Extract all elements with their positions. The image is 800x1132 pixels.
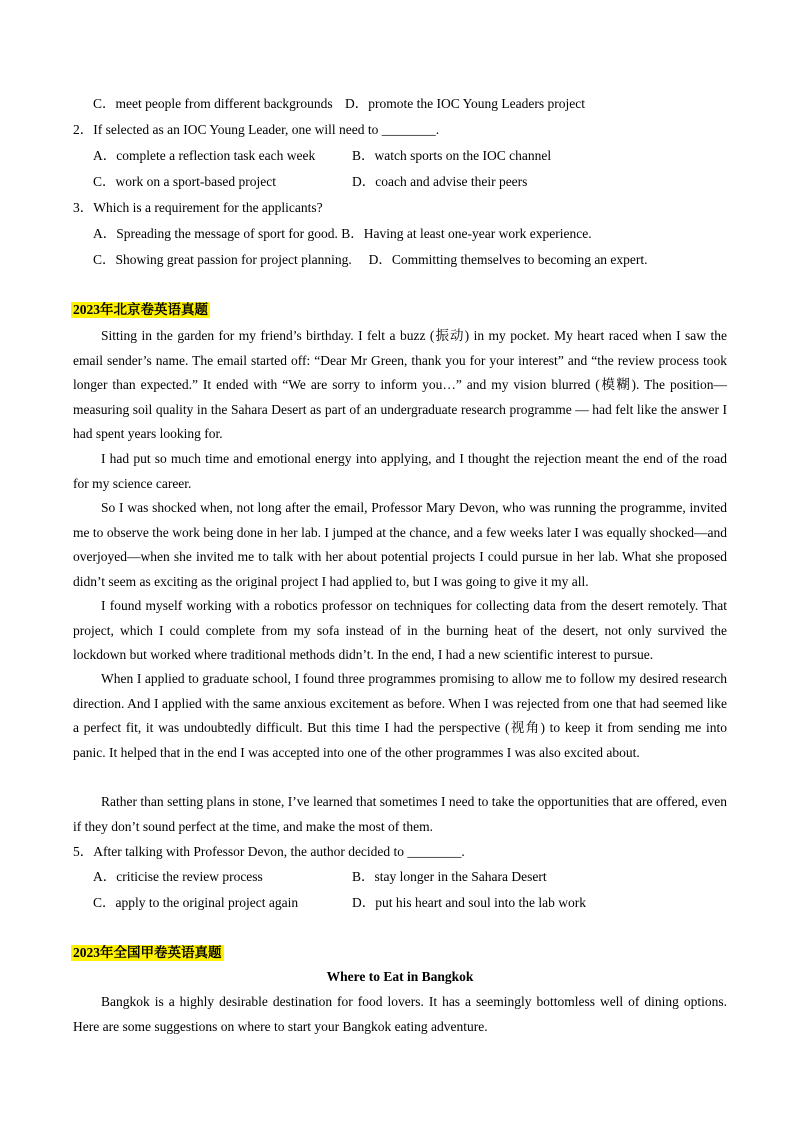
q3-options-ab: A．Spreading the message of sport for good. B．Having at least one-year work experience. bbox=[93, 226, 592, 241]
q3-stem: 3．Which is a requirement for the applicants? bbox=[73, 200, 323, 215]
beijing-paragraph-1: Sitting in the garden for my friend’s birthday. I felt a buzz (振动) in my pocket. My heart raced when I saw the email sender’s name. The email started off: “Dear Mr Green, thank you for your interest” and “the review process took longer than expected.” It ended with “We are sorry to inform you…” and my vision blurred (模糊). The position—measuring soil quality in the Sahara Desert as part of an undergraduate research programme — had felt like the answer I had spent years looking for. bbox=[73, 328, 727, 441]
beijing-paragraph-6: Rather than setting plans in stone, I’ve learned that sometimes I need to take the opportunities that are offered, even if they don’t sound perfect at the time, and make the most of them. bbox=[73, 794, 727, 834]
beijing-paragraph-2: I had put so much time and emotional energy into applying, and I thought the rejection meant the end of the road for my science career. bbox=[73, 451, 727, 491]
q2-option-c: C．work on a sport-based project bbox=[93, 174, 276, 189]
q5-option-b: B．stay longer in the Sahara Desert bbox=[352, 869, 547, 884]
q5-option-d: D．put his heart and soul into the lab work bbox=[352, 895, 586, 910]
q2-option-b: B．watch sports on the IOC channel bbox=[352, 148, 552, 163]
section-tag-national: 2023年全国甲卷英语真题 bbox=[73, 945, 222, 960]
q2-option-d: D．coach and advise their peers bbox=[352, 174, 528, 189]
national-paragraph-1: Bangkok is a highly desirable destination for food lovers. It has a seemingly bottomless well of dining options. Here are some suggestions on where to start your Bangkok eating adventure. bbox=[73, 994, 727, 1034]
q5-option-c: C．apply to the original project again bbox=[93, 895, 299, 910]
passage-title: Where to Eat in Bangkok bbox=[326, 969, 474, 984]
q1-option-c: C．meet people from different backgrounds bbox=[93, 96, 333, 111]
section-tag-beijing: 2023年北京卷英语真题 bbox=[73, 302, 208, 317]
q5-option-a: A．criticise the review process bbox=[93, 869, 263, 884]
beijing-paragraph-4: I found myself working with a robotics professor on techniques for collecting data from the desert remotely. That project, which I could complete from my sofa instead of in the burning heat of the desert, not only survived the lockdown but worked where traditional methods didn’t. In the end, I had a new scientific interest to pursue. bbox=[73, 598, 727, 662]
q5-stem: 5．After talking with Professor Devon, the author decided to ________. bbox=[73, 844, 465, 859]
beijing-paragraph-5: When I applied to graduate school, I found three programmes promising to allow me to follow my desired research direction. And I applied with the same anxious excitement as before. When I was rejected from one that had seemed like a perfect fit, it was undoubtedly difficult. But this time I had the perspective (视角) to keep it from sending me into panic. It helped that in the end I was accepted into one of the other programmes I was also excited about. bbox=[73, 671, 727, 760]
beijing-paragraph-3: So I was shocked when, not long after the email, Professor Mary Devon, who was running the programme, invited me to observe the work being done in her lab. I jumped at the chance, and a few weeks later I was equally shocked—and overjoyed—when she invited me to talk with her about potential projects I could pursue in her lab. What she proposed didn’t seem as exciting as the original project I had applied to, but I was going to give it my all. bbox=[73, 500, 727, 589]
q2-stem: 2．If selected as an IOC Young Leader, one will need to ________. bbox=[73, 122, 440, 137]
q1-option-d: D．promote the IOC Young Leaders project bbox=[345, 96, 585, 111]
q2-option-a: A．complete a reflection task each week bbox=[93, 148, 316, 163]
q3-options-cd: C．Showing great passion for project planning. D．Committing themselves to becoming an expert. bbox=[93, 252, 648, 267]
